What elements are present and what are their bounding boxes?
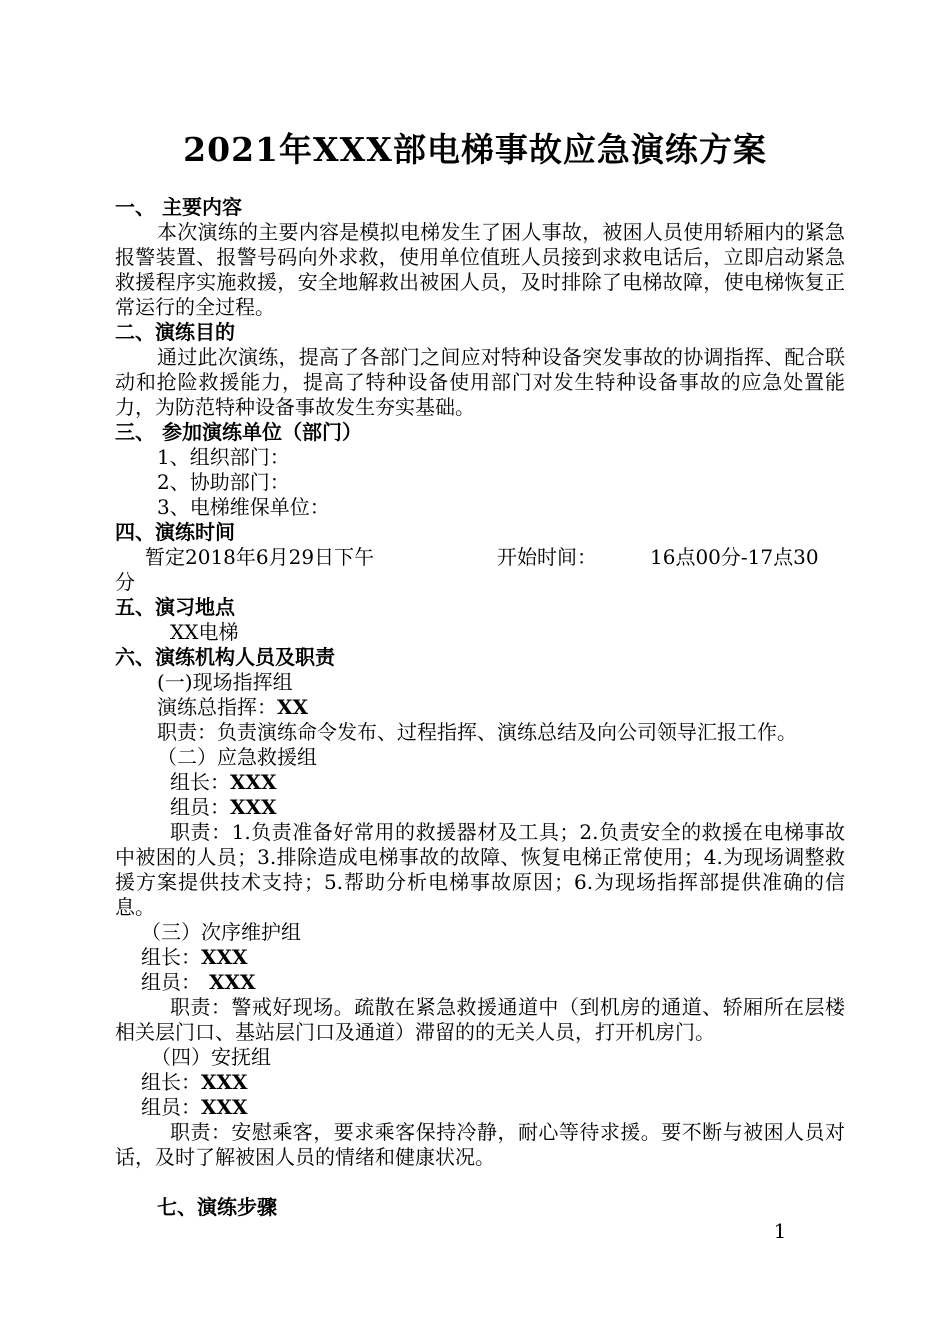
leader-label: 组长： xyxy=(141,1070,201,1094)
member-label: 组员： xyxy=(170,795,230,819)
member-label: 组员： xyxy=(141,970,201,994)
group-3-leader xyxy=(115,945,845,970)
group-3-name: （三）次序维护组 xyxy=(141,920,301,944)
section-5-heading: 五、演习地点 xyxy=(115,595,235,619)
leader-label: 组长： xyxy=(170,770,230,794)
section-1-heading: 一、 主要内容 xyxy=(115,195,242,219)
drill-time-range: 16点00分-17点30 xyxy=(650,545,819,569)
section-2-heading: 二、演练目的 xyxy=(115,320,235,344)
section-3-heading: 三、 参加演练单位（部门） xyxy=(115,420,362,444)
section-6-heading: 六、演练机构人员及职责 xyxy=(115,645,335,669)
commander-label: 演练总指挥： xyxy=(157,695,277,719)
group-4-leader xyxy=(115,1070,845,1095)
leader-value: XXX xyxy=(230,770,277,794)
group-3-member xyxy=(115,970,845,995)
drill-time-row xyxy=(115,545,845,570)
group-2-member xyxy=(115,795,845,820)
group-1-commander xyxy=(115,695,845,720)
leader-value: XXX xyxy=(201,1070,248,1094)
leader-value: XXX xyxy=(201,945,248,969)
section-3-item-3: 3、电梯维保单位： xyxy=(157,495,330,519)
section-4-heading: 四、演练时间 xyxy=(115,520,235,544)
leader-label: 组长： xyxy=(141,945,201,969)
commander-value: XX xyxy=(277,695,309,719)
member-label: 组员： xyxy=(141,1095,201,1119)
group-2-leader xyxy=(115,770,845,795)
group-2-duty: 职责：1.负责准备好常用的救援器材及工具；2.负责安全的救援在电梯事故中被困的人员；3.排除造成电梯事故的故障、恢复电梯正常使用；4.为现场调整救援方案提供技术支持；5.帮助分析电梯事故原因；6.为现场指挥部提供准确的信息。 xyxy=(115,820,845,919)
drill-date: 暂定2018年6月29日下午 xyxy=(145,545,375,569)
start-time-label: 开始时间： xyxy=(497,545,597,569)
document-body xyxy=(115,195,845,1220)
group-4-duty: 职责：安慰乘客，要求乘客保持冷静，耐心等待求援。要不断与被困人员对话，及时了解被困人员的情绪和健康状况。 xyxy=(115,1120,845,1169)
section-3-item-1: 1、组织部门： xyxy=(157,445,290,469)
drill-location: XX电梯 xyxy=(170,620,239,644)
document-title: 2021年XXX部电梯事故应急演练方案 xyxy=(183,130,767,169)
member-value: XXX xyxy=(201,1095,248,1119)
section-7-heading: 七、演练步骤 xyxy=(157,1195,277,1219)
group-1-name: (一)现场指挥组 xyxy=(157,670,293,694)
blank-line xyxy=(115,1170,845,1195)
section-2-body: 通过此次演练，提高了各部门之间应对特种设备突发事故的协调指挥、配合联动和抢险救援能力，提高了特种设备使用部门对发生特种设备事故的应急处置能力，为防范特种设备事故发生夯实基础。 xyxy=(115,345,845,419)
section-1-body: 本次演练的主要内容是模拟电梯发生了困人事故，被困人员使用轿厢内的紧急报警装置、报警号码向外求救，使用单位值班人员接到求救电话后，立即启动紧急救援程序实施救援，安全地解救出被困人员，及时排除了电梯故障，使电梯恢复正常运行的全过程。 xyxy=(115,220,845,319)
section-3-item-2: 2、协助部门： xyxy=(157,470,290,494)
group-3-duty: 职责：警戒好现场。疏散在紧急救援通道中（到机房的通道、轿厢所在层楼相关层门口、基站层门口及通道）滞留的的无关人员，打开机房门。 xyxy=(115,995,845,1044)
group-4-name: （四）安抚组 xyxy=(151,1045,271,1069)
page-number: 1 xyxy=(773,1219,787,1243)
group-2-name: （二）应急救援组 xyxy=(157,745,317,769)
drill-time-tail: 分 xyxy=(115,570,135,594)
member-value: XXX xyxy=(230,795,277,819)
group-1-duty: 职责：负责演练命令发布、过程指挥、演练总结及向公司领导汇报工作。 xyxy=(157,720,797,744)
member-value: XXX xyxy=(209,970,256,994)
group-4-member xyxy=(115,1095,845,1120)
